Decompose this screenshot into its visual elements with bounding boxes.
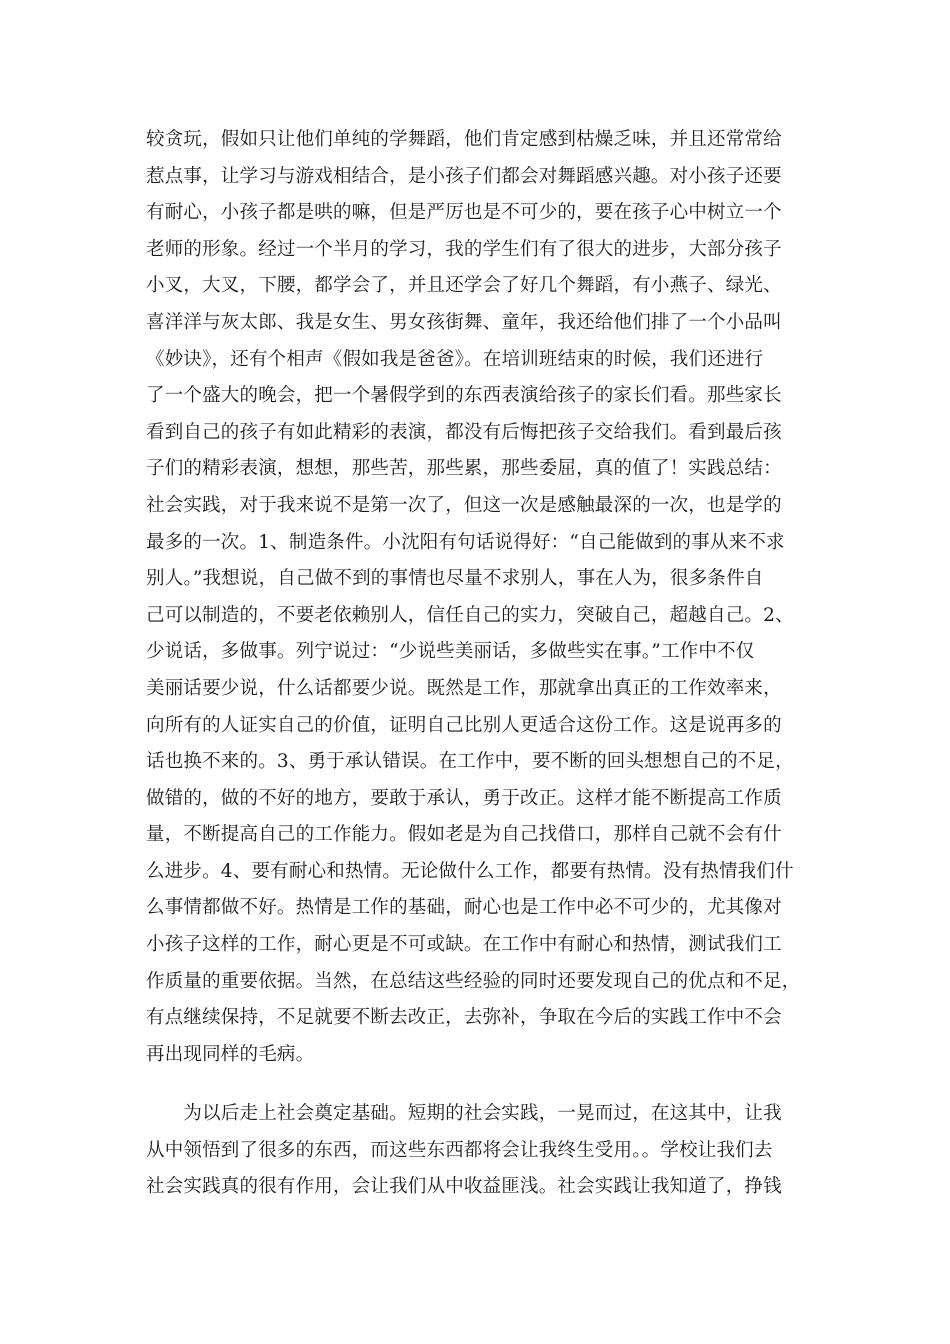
text-line: 话也换不来的。3、勇于承认错误。在工作中，要不断的回头想想自己的不足， bbox=[146, 751, 794, 773]
text-line: 从中领悟到了很多的东西，而这些东西都将会让我终生受用。。学校让我们去 bbox=[146, 1139, 773, 1161]
text-line: 么事情都做不好。热情是工作的基础，耐心也是工作中必不可少的，尤其像对 bbox=[146, 897, 782, 919]
text-line: 别人。”我想说，自己做不到的事情也尽量不求别人，事在人为，很多条件自 bbox=[146, 568, 764, 590]
text-line: 最多的一次。1、制造条件。小沈阳有句话说得好：“自己能做到的事从来不求 bbox=[146, 531, 785, 553]
text-line: 小叉，大叉，下腰，都学会了，并且还学会了好几个舞蹈，有小燕子、绿光、 bbox=[146, 275, 782, 297]
text-line: 《妙诀》，还有个相声《假如我是爸爸》。在培训班结束的时候，我们还进行 bbox=[146, 348, 764, 370]
text-line: 小孩子这样的工作，耐心更是不可或缺。在工作中有耐心和热情，测试我们工 bbox=[146, 934, 782, 956]
text-line: 惹点事，让学习与游戏相结合，是小孩子们都会对舞蹈感兴趣。对小孩子还要 bbox=[146, 165, 782, 187]
text-line: 么进步。4、要有耐心和热情。无论做什么工作，都要有热情。没有热情我们什 bbox=[146, 860, 794, 882]
text-line: 做错的，做的不好的地方，要敢于承认，勇于改正。这样才能不断提高工作质 bbox=[146, 787, 782, 809]
text-line: 为以后走上社会奠定基础。短期的社会实践，一晃而过，在这其中，让我 bbox=[146, 1103, 782, 1124]
text-line: 少说话，多做事。列宁说过：“少说些美丽话，多做些实在事。”工作中不仅 bbox=[146, 641, 755, 663]
text-line: 己可以制造的，不要老依赖别人，信任自己的实力，突破自己，超越自己。2、 bbox=[146, 604, 794, 626]
body-paragraph-1 bbox=[146, 122, 806, 1073]
text-line: 子们的精彩表演，想想，那些苦，那些累，那些委屈，真的值了！实践总结： bbox=[146, 458, 782, 480]
text-line: 看到自己的孩子有如此精彩的表演，都没有后悔把孩子交给我们。看到最后孩 bbox=[146, 421, 782, 443]
text-line: 较贪玩，假如只让他们单纯的学舞蹈，他们肯定感到枯燥乏味，并且还常常给 bbox=[146, 129, 782, 150]
text-line: 再出现同样的毛病。 bbox=[146, 1043, 315, 1065]
text-line: 有耐心，小孩子都是哄的嘛，但是严厉也是不可少的，要在孩子心中树立一个 bbox=[146, 202, 782, 224]
body-paragraph-2 bbox=[146, 1096, 806, 1206]
text-line: 喜洋洋与灰太郎、我是女生、男女孩街舞、童年，我还给他们排了一个小品叫 bbox=[146, 311, 782, 333]
text-line: 了一个盛大的晚会，把一个暑假学到的东西表演给孩子的家长们看。那些家长 bbox=[146, 385, 782, 407]
text-line: 社会实践真的很有作用，会让我们从中收益匪浅。社会实践让我知道了，挣钱 bbox=[146, 1176, 782, 1198]
text-line: 社会实践，对于我来说不是第一次了，但这一次是感触最深的一次，也是学的 bbox=[146, 494, 782, 516]
text-line: 作质量的重要依据。当然，在总结这些经验的同时还要发现自己的优点和不足， bbox=[146, 970, 801, 992]
text-line: 老师的形象。经过一个半月的学习，我的学生们有了很大的进步，大部分孩子 bbox=[146, 238, 782, 260]
text-line: 有点继续保持，不足就要不断去改正，去弥补，争取在今后的实践工作中不会 bbox=[146, 1007, 782, 1029]
text-line: 向所有的人证实自己的价值，证明自己比别人更适合这份工作。这是说再多的 bbox=[146, 714, 782, 736]
text-line: 量，不断提高自己的工作能力。假如老是为自己找借口，那样自己就不会有什 bbox=[146, 824, 782, 846]
text-line: 美丽话要少说，什么话都要少说。既然是工作，那就拿出真正的工作效率来， bbox=[146, 677, 782, 699]
